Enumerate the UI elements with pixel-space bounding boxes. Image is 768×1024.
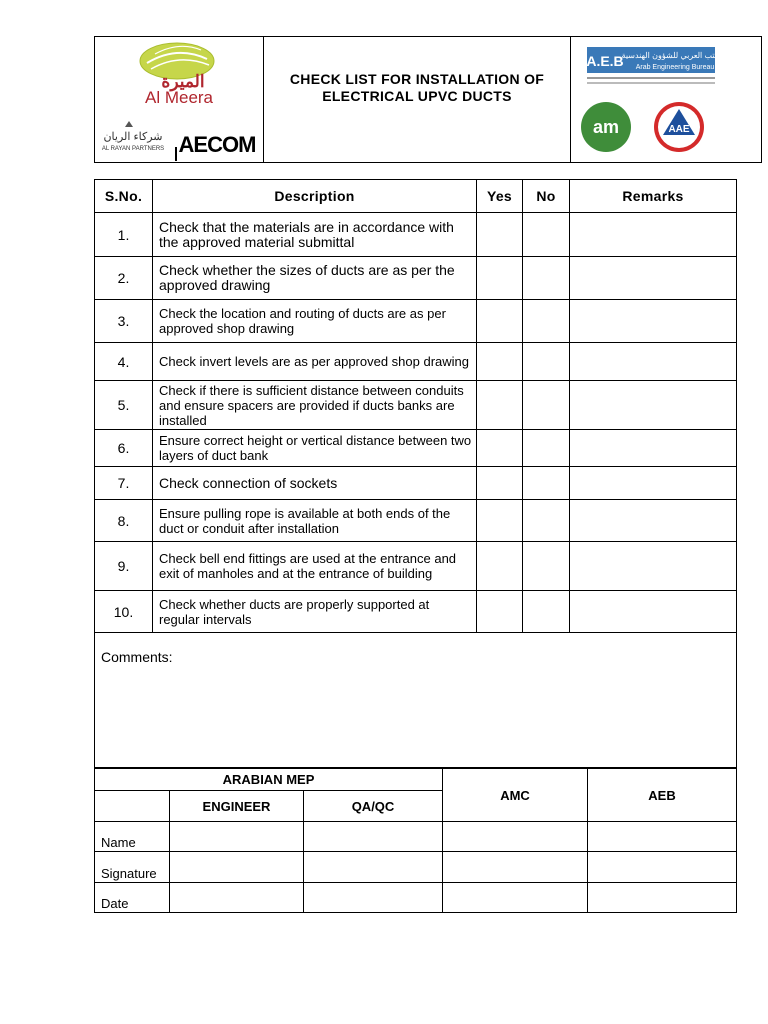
- document-header: [94, 36, 762, 163]
- row-description: Ensure correct height or vertical distance between two layers of duct bank: [153, 430, 477, 467]
- remarks-cell[interactable]: [570, 213, 737, 257]
- row-number: 7.: [95, 467, 153, 500]
- row-description: Check that the materials are in accordance with the approved material submittal: [153, 213, 477, 257]
- comments-row: [95, 633, 737, 768]
- row-description: Check whether the sizes of ducts are as per the approved drawing: [153, 257, 477, 300]
- almeera-logo: [95, 37, 263, 162]
- engineer-signature-field[interactable]: [170, 852, 304, 883]
- signoff-row: [95, 822, 737, 852]
- remarks-cell[interactable]: [570, 500, 737, 542]
- row-description: Check connection of sockets: [153, 467, 477, 500]
- row-description: Check if there is sufficient distance between conduits and ensure spacers are provided if ducts banks are installed: [153, 381, 477, 430]
- row-number: 2.: [95, 257, 153, 300]
- table-row: [95, 343, 737, 381]
- signature-label: Signature: [95, 852, 170, 883]
- row-number: 3.: [95, 300, 153, 343]
- yes-cell[interactable]: [477, 430, 523, 467]
- row-description: Check whether ducts are properly supported at regular intervals: [153, 591, 477, 633]
- remarks-cell[interactable]: [570, 300, 737, 343]
- left-logo-cell: [95, 37, 264, 162]
- no-cell[interactable]: [523, 300, 570, 343]
- table-row: [95, 257, 737, 300]
- row-description: Check invert levels are as per approved shop drawing: [153, 343, 477, 381]
- row-number: 1.: [95, 213, 153, 257]
- yes-cell[interactable]: [477, 300, 523, 343]
- row-number: 5.: [95, 381, 153, 430]
- svg-text:Arab Engineering Bureau: Arab Engineering Bureau: [635, 64, 715, 71]
- no-cell[interactable]: [523, 467, 570, 500]
- signoff-table: [94, 768, 737, 913]
- amc-signature-field[interactable]: [443, 852, 588, 883]
- svg-text:am: am: [592, 117, 620, 137]
- signoff-header-row: [95, 769, 737, 791]
- row-number: 8.: [95, 500, 153, 542]
- row-number: 10.: [95, 591, 153, 633]
- no-cell[interactable]: [523, 257, 570, 300]
- consultant-logos: [571, 37, 761, 162]
- yes-cell[interactable]: [477, 257, 523, 300]
- row-description: Ensure pulling rope is available at both ends of the duct or conduit after installation: [153, 500, 477, 542]
- table-header-row: [95, 180, 737, 213]
- row-number: 6.: [95, 430, 153, 467]
- signoff-row: [95, 852, 737, 883]
- svg-text:AECOM: AECOM: [178, 132, 256, 157]
- svg-text:Al Meera: Al Meera: [144, 88, 214, 107]
- qaqc-signature-field[interactable]: [304, 852, 443, 883]
- col-header-yes: Yes: [477, 180, 523, 213]
- row-number: 9.: [95, 542, 153, 591]
- remarks-cell[interactable]: [570, 381, 737, 430]
- date-label: Date: [95, 883, 170, 913]
- yes-cell[interactable]: [477, 591, 523, 633]
- remarks-cell[interactable]: [570, 591, 737, 633]
- amc-header: AMC: [443, 769, 588, 822]
- table-row: [95, 542, 737, 591]
- yes-cell[interactable]: [477, 343, 523, 381]
- remarks-cell[interactable]: [570, 542, 737, 591]
- svg-text:AAE: AAE: [668, 124, 690, 135]
- svg-text:A.E.B: A.E.B: [586, 53, 624, 69]
- svg-text:شركاء الريان: شركاء الريان: [103, 131, 163, 143]
- aeb-date-field[interactable]: [588, 883, 737, 913]
- table-row: [95, 300, 737, 343]
- table-row: [95, 500, 737, 542]
- no-cell[interactable]: [523, 343, 570, 381]
- aeb-name-field[interactable]: [588, 822, 737, 852]
- signoff-row: [95, 883, 737, 913]
- arabian-mep-header: ARABIAN MEP: [95, 769, 443, 791]
- col-header-no: No: [523, 180, 570, 213]
- blank-cell: [95, 791, 170, 822]
- amc-date-field[interactable]: [443, 883, 588, 913]
- engineer-date-field[interactable]: [170, 883, 304, 913]
- col-header-description: Description: [153, 180, 477, 213]
- table-row: [95, 430, 737, 467]
- table-row: [95, 213, 737, 257]
- no-cell[interactable]: [523, 381, 570, 430]
- yes-cell[interactable]: [477, 467, 523, 500]
- title-line-2: ELECTRICAL UPVC DUCTS: [322, 88, 512, 104]
- remarks-cell[interactable]: [570, 257, 737, 300]
- no-cell[interactable]: [523, 542, 570, 591]
- amc-name-field[interactable]: [443, 822, 588, 852]
- right-logo-cell: [571, 37, 761, 162]
- title-line-1: CHECK LIST FOR INSTALLATION OF: [289, 71, 545, 87]
- comments-field[interactable]: [95, 633, 737, 768]
- remarks-cell[interactable]: [570, 343, 737, 381]
- checklist-table: [94, 179, 737, 768]
- remarks-cell[interactable]: [570, 430, 737, 467]
- no-cell[interactable]: [523, 430, 570, 467]
- remarks-cell[interactable]: [570, 467, 737, 500]
- row-number: 4.: [95, 343, 153, 381]
- col-header-remarks: Remarks: [570, 180, 737, 213]
- comments-label: Comments:: [101, 649, 173, 665]
- row-description: Check the location and routing of ducts are as per approved shop drawing: [153, 300, 477, 343]
- yes-cell[interactable]: [477, 500, 523, 542]
- yes-cell[interactable]: [477, 213, 523, 257]
- aeb-header: AEB: [588, 769, 737, 822]
- no-cell[interactable]: [523, 213, 570, 257]
- no-cell[interactable]: [523, 591, 570, 633]
- svg-text:المكتب العربي للشؤون الهندسية: المكتب العربي للشؤون الهندسية: [621, 51, 729, 60]
- row-description: Check bell end fittings are used at the entrance and exit of manholes and at the entrance of building: [153, 542, 477, 591]
- engineer-header: ENGINEER: [170, 791, 304, 822]
- svg-text:AL RAYAN PARTNERS: AL RAYAN PARTNERS: [101, 146, 165, 152]
- yes-cell[interactable]: [477, 542, 523, 591]
- table-row: [95, 467, 737, 500]
- aeb-signature-field[interactable]: [588, 852, 737, 883]
- svg-text:الميرة: الميرة: [161, 72, 205, 91]
- page-title: [265, 71, 569, 105]
- table-row: [95, 591, 737, 633]
- qaqc-date-field[interactable]: [304, 883, 443, 913]
- qaqc-name-field[interactable]: [304, 822, 443, 852]
- qaqc-header: QA/QC: [304, 791, 443, 822]
- yes-cell[interactable]: [477, 381, 523, 430]
- table-row: [95, 381, 737, 430]
- name-label: Name: [95, 822, 170, 852]
- col-header-sno: S.No.: [95, 180, 153, 213]
- no-cell[interactable]: [523, 500, 570, 542]
- engineer-name-field[interactable]: [170, 822, 304, 852]
